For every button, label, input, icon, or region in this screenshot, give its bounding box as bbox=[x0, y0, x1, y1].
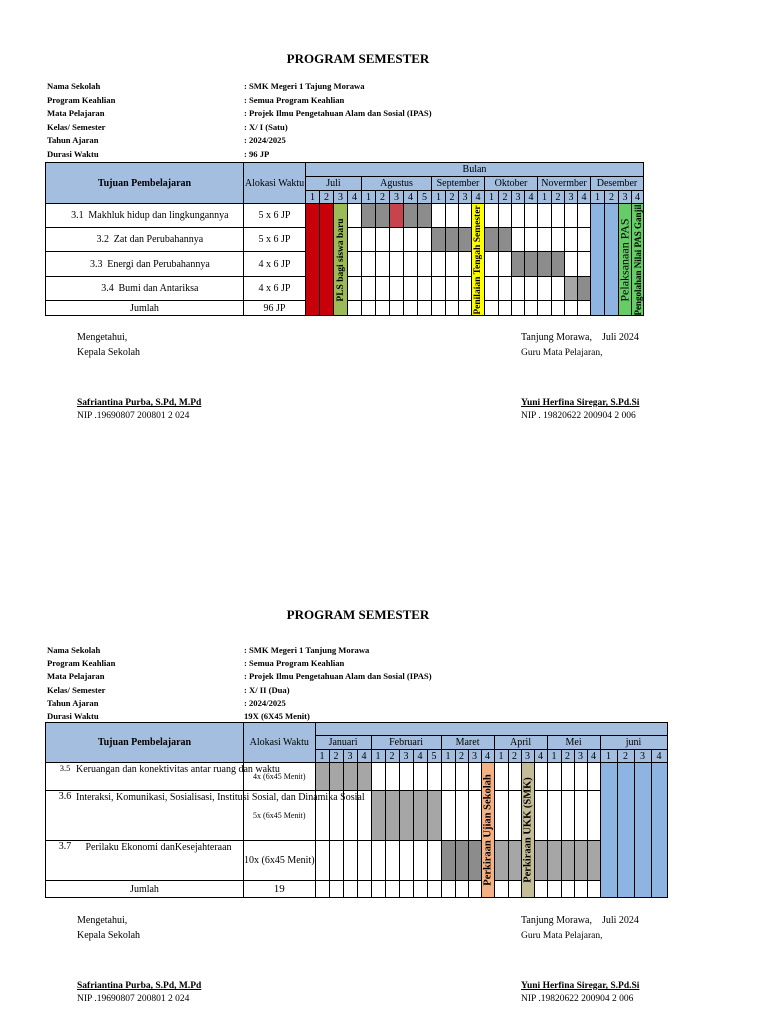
week-numbers-row: 1 2 3 4 1 2 3 4 5 1 2 3 4 1 2 3 4 1 2 3 4 1 2 3 4 bbox=[46, 191, 644, 204]
sig-nip: NIP . 19820622 200904 2 006 bbox=[521, 410, 636, 421]
sig-text: Kepala Sekolah bbox=[77, 346, 141, 358]
month-header: September bbox=[432, 177, 485, 191]
table-row bbox=[46, 841, 668, 881]
sig-text: Guru Mata Pelajaran, bbox=[521, 930, 603, 941]
table-row bbox=[46, 204, 644, 228]
info-value: : X/ II (Dua) bbox=[244, 684, 290, 695]
ukk-label: Perkiraan UKK (SMK) bbox=[522, 777, 534, 883]
sig-text: Kepala Sekolah bbox=[77, 929, 141, 941]
info-value: : Projek Ilmu Pengetahuan Alam dan Sosial (IPAS) bbox=[244, 108, 432, 119]
schedule-table-2 bbox=[45, 722, 668, 898]
page-title-2: PROGRAM SEMESTER bbox=[286, 607, 430, 622]
row-number: 3.1 bbox=[71, 210, 84, 221]
info-label: Durasi Waktu bbox=[47, 710, 99, 721]
row-alloc: 4x (6x45 Menit) bbox=[244, 763, 316, 791]
row-alloc: 4 x 6 JP bbox=[244, 252, 306, 277]
row-number: 3.3 bbox=[89, 258, 103, 270]
row-text: Bumi dan Antariksa bbox=[118, 283, 199, 294]
sig-name: Safriantina Purba, S.Pd, M.Pd bbox=[77, 981, 202, 991]
pas-label: Pelaksanaan PAS bbox=[617, 217, 632, 302]
row-alloc: 4 x 6 JP bbox=[244, 277, 306, 301]
info-label: Nama Sekolah bbox=[47, 81, 101, 91]
month-header: Novermber bbox=[538, 177, 591, 191]
sig-nip: NIP .19690807 200801 2 024 bbox=[77, 410, 190, 421]
info-value: : 2024/2025 bbox=[244, 697, 286, 708]
info-value: : 2024/2025 bbox=[244, 135, 286, 146]
pengolahan-label: Pengolahan Nilai PAS Ganjil bbox=[632, 203, 643, 316]
pls-label: PLS bagi siswa baru bbox=[335, 217, 346, 302]
pts-label: Penilaian Tengah Semester bbox=[473, 204, 483, 315]
sig-nip: NIP .19690807 200801 2 024 bbox=[77, 993, 190, 1004]
row-text: Makhluk hidup dan lingkungannya bbox=[88, 210, 229, 221]
total-label: Jumlah bbox=[46, 301, 244, 316]
ujian-column bbox=[481, 763, 494, 898]
ukk-column bbox=[521, 763, 534, 898]
table-row bbox=[46, 791, 668, 841]
header-tujuan: Tujuan Pembelajaran bbox=[46, 163, 244, 204]
header-bulan-empty bbox=[315, 723, 667, 736]
sig-name: Yuni Herfina Siregar, S.Pd.Si bbox=[521, 398, 640, 408]
week-numbers-row: 1 2 3 4 1 2 3 4 5 1 2 3 4 1 2 3 4 1 2 3 4 1 2 3 4 bbox=[46, 750, 668, 763]
row-number: 3.2 bbox=[96, 234, 110, 245]
info-value: : Semua Program Keahlian bbox=[244, 658, 345, 669]
info-value: 19X (6X45 Menit) bbox=[244, 710, 310, 721]
info-label: Mata Pelajaran bbox=[47, 671, 105, 682]
table-row bbox=[46, 763, 668, 791]
month-header: juni bbox=[600, 736, 667, 750]
page-title-1: PROGRAM SEMESTER bbox=[286, 51, 430, 66]
header-alokasi: Alokasi Waktu bbox=[244, 723, 316, 763]
sig-text: Tanjung Morawa, Juli 2024 bbox=[521, 915, 639, 926]
info-label: Durasi Waktu bbox=[47, 148, 99, 159]
header-alokasi: Alokasi Waktu bbox=[244, 163, 306, 204]
pts-column bbox=[472, 204, 485, 316]
sig-text: Mengetahui, bbox=[77, 915, 128, 926]
signature-right-2 bbox=[521, 914, 639, 1006]
row-alloc: 5 x 6 JP bbox=[244, 228, 306, 252]
ujian-label: Perkiraan Ujian Sekolah bbox=[482, 774, 494, 886]
pls-column bbox=[334, 204, 348, 316]
sig-name: Yuni Herfina Siregar, S.Pd.Si bbox=[521, 981, 640, 991]
row-alloc: 5 x 6 JP bbox=[244, 204, 306, 228]
info-value: : Semua Program Keahlian bbox=[244, 94, 345, 105]
info-value: : 96 JP bbox=[244, 148, 270, 159]
total-row bbox=[46, 881, 668, 898]
info-label: Tahun Ajaran bbox=[47, 697, 99, 708]
info-label: Program Keahlian bbox=[47, 94, 116, 105]
row-text: Zat dan Perubahannya bbox=[113, 234, 204, 245]
info-label: Tahun Ajaran bbox=[47, 135, 99, 146]
info-value: : Projek Ilmu Pengetahuan Alam dan Sosial (IPAS) bbox=[244, 671, 432, 682]
sig-name: Safriantina Purba, S.Pd, M.Pd bbox=[77, 398, 202, 408]
sig-text: Tanjung Morawa, Juli 2024 bbox=[521, 332, 639, 343]
total-label: Jumlah bbox=[46, 881, 244, 898]
row-text: Energi dan Perubahannya bbox=[107, 258, 210, 270]
sig-nip: NIP .19820622 200904 2 006 bbox=[521, 993, 634, 1004]
info-value: : X/ I (Satu) bbox=[244, 121, 288, 132]
row-number: 3.7 bbox=[58, 841, 72, 852]
total-value: 19 bbox=[244, 881, 316, 898]
info-label: Nama Sekolah bbox=[47, 645, 101, 655]
month-header: Juli bbox=[306, 177, 362, 191]
header-tujuan: Tujuan Pembelajaran bbox=[46, 723, 244, 763]
info-label: Kelas/ Semester bbox=[47, 684, 106, 695]
info-label: Program Keahlian bbox=[47, 658, 116, 669]
info-label: Mata Pelajaran bbox=[47, 108, 105, 119]
row-number: 3.4 bbox=[101, 283, 114, 294]
month-header: Januari bbox=[315, 736, 371, 750]
row-text: Interaksi, Komunikasi, Sosialisasi, Institusi Sosial, dan Dinamika Sosial bbox=[76, 792, 365, 803]
row-number: 3.5 bbox=[59, 763, 71, 773]
month-header: Mei bbox=[547, 736, 600, 750]
row-text: Keruangan dan konektivitas antar ruang dan waktu bbox=[76, 764, 280, 775]
month-header: April bbox=[494, 736, 547, 750]
row-text: Perilaku Ekonomi danKesejahteraan bbox=[85, 842, 232, 853]
pengolahan-column bbox=[632, 204, 644, 316]
month-header: Agustus bbox=[362, 177, 432, 191]
sig-text: Guru Mata Pelajaran, bbox=[521, 347, 603, 358]
info-label: Kelas/ Semester bbox=[47, 121, 106, 132]
total-value: 96 JP bbox=[244, 301, 306, 316]
month-header: Oktober bbox=[485, 177, 538, 191]
signature-left-2 bbox=[77, 914, 201, 1006]
row-alloc: 5x (6x45 Menit) bbox=[244, 791, 316, 841]
info-value: : SMK Megeri 1 Tajung Morawa bbox=[244, 81, 365, 91]
row-alloc: 10x (6x45 Menit) bbox=[244, 841, 316, 881]
header-bulan: Bulan bbox=[306, 163, 644, 177]
row-number: 3.6 bbox=[58, 791, 72, 802]
month-header: Maret bbox=[441, 736, 494, 750]
signature-left-1 bbox=[77, 331, 201, 423]
signature-right-1 bbox=[521, 331, 639, 423]
month-header: Februari bbox=[371, 736, 441, 750]
sig-text: Mengetahui, bbox=[77, 332, 128, 343]
month-header: Desember bbox=[591, 177, 644, 191]
schedule-table-1 bbox=[45, 162, 644, 316]
info-value: : SMK Megeri 1 Tanjung Morawa bbox=[244, 645, 370, 655]
pas-column bbox=[619, 204, 632, 316]
